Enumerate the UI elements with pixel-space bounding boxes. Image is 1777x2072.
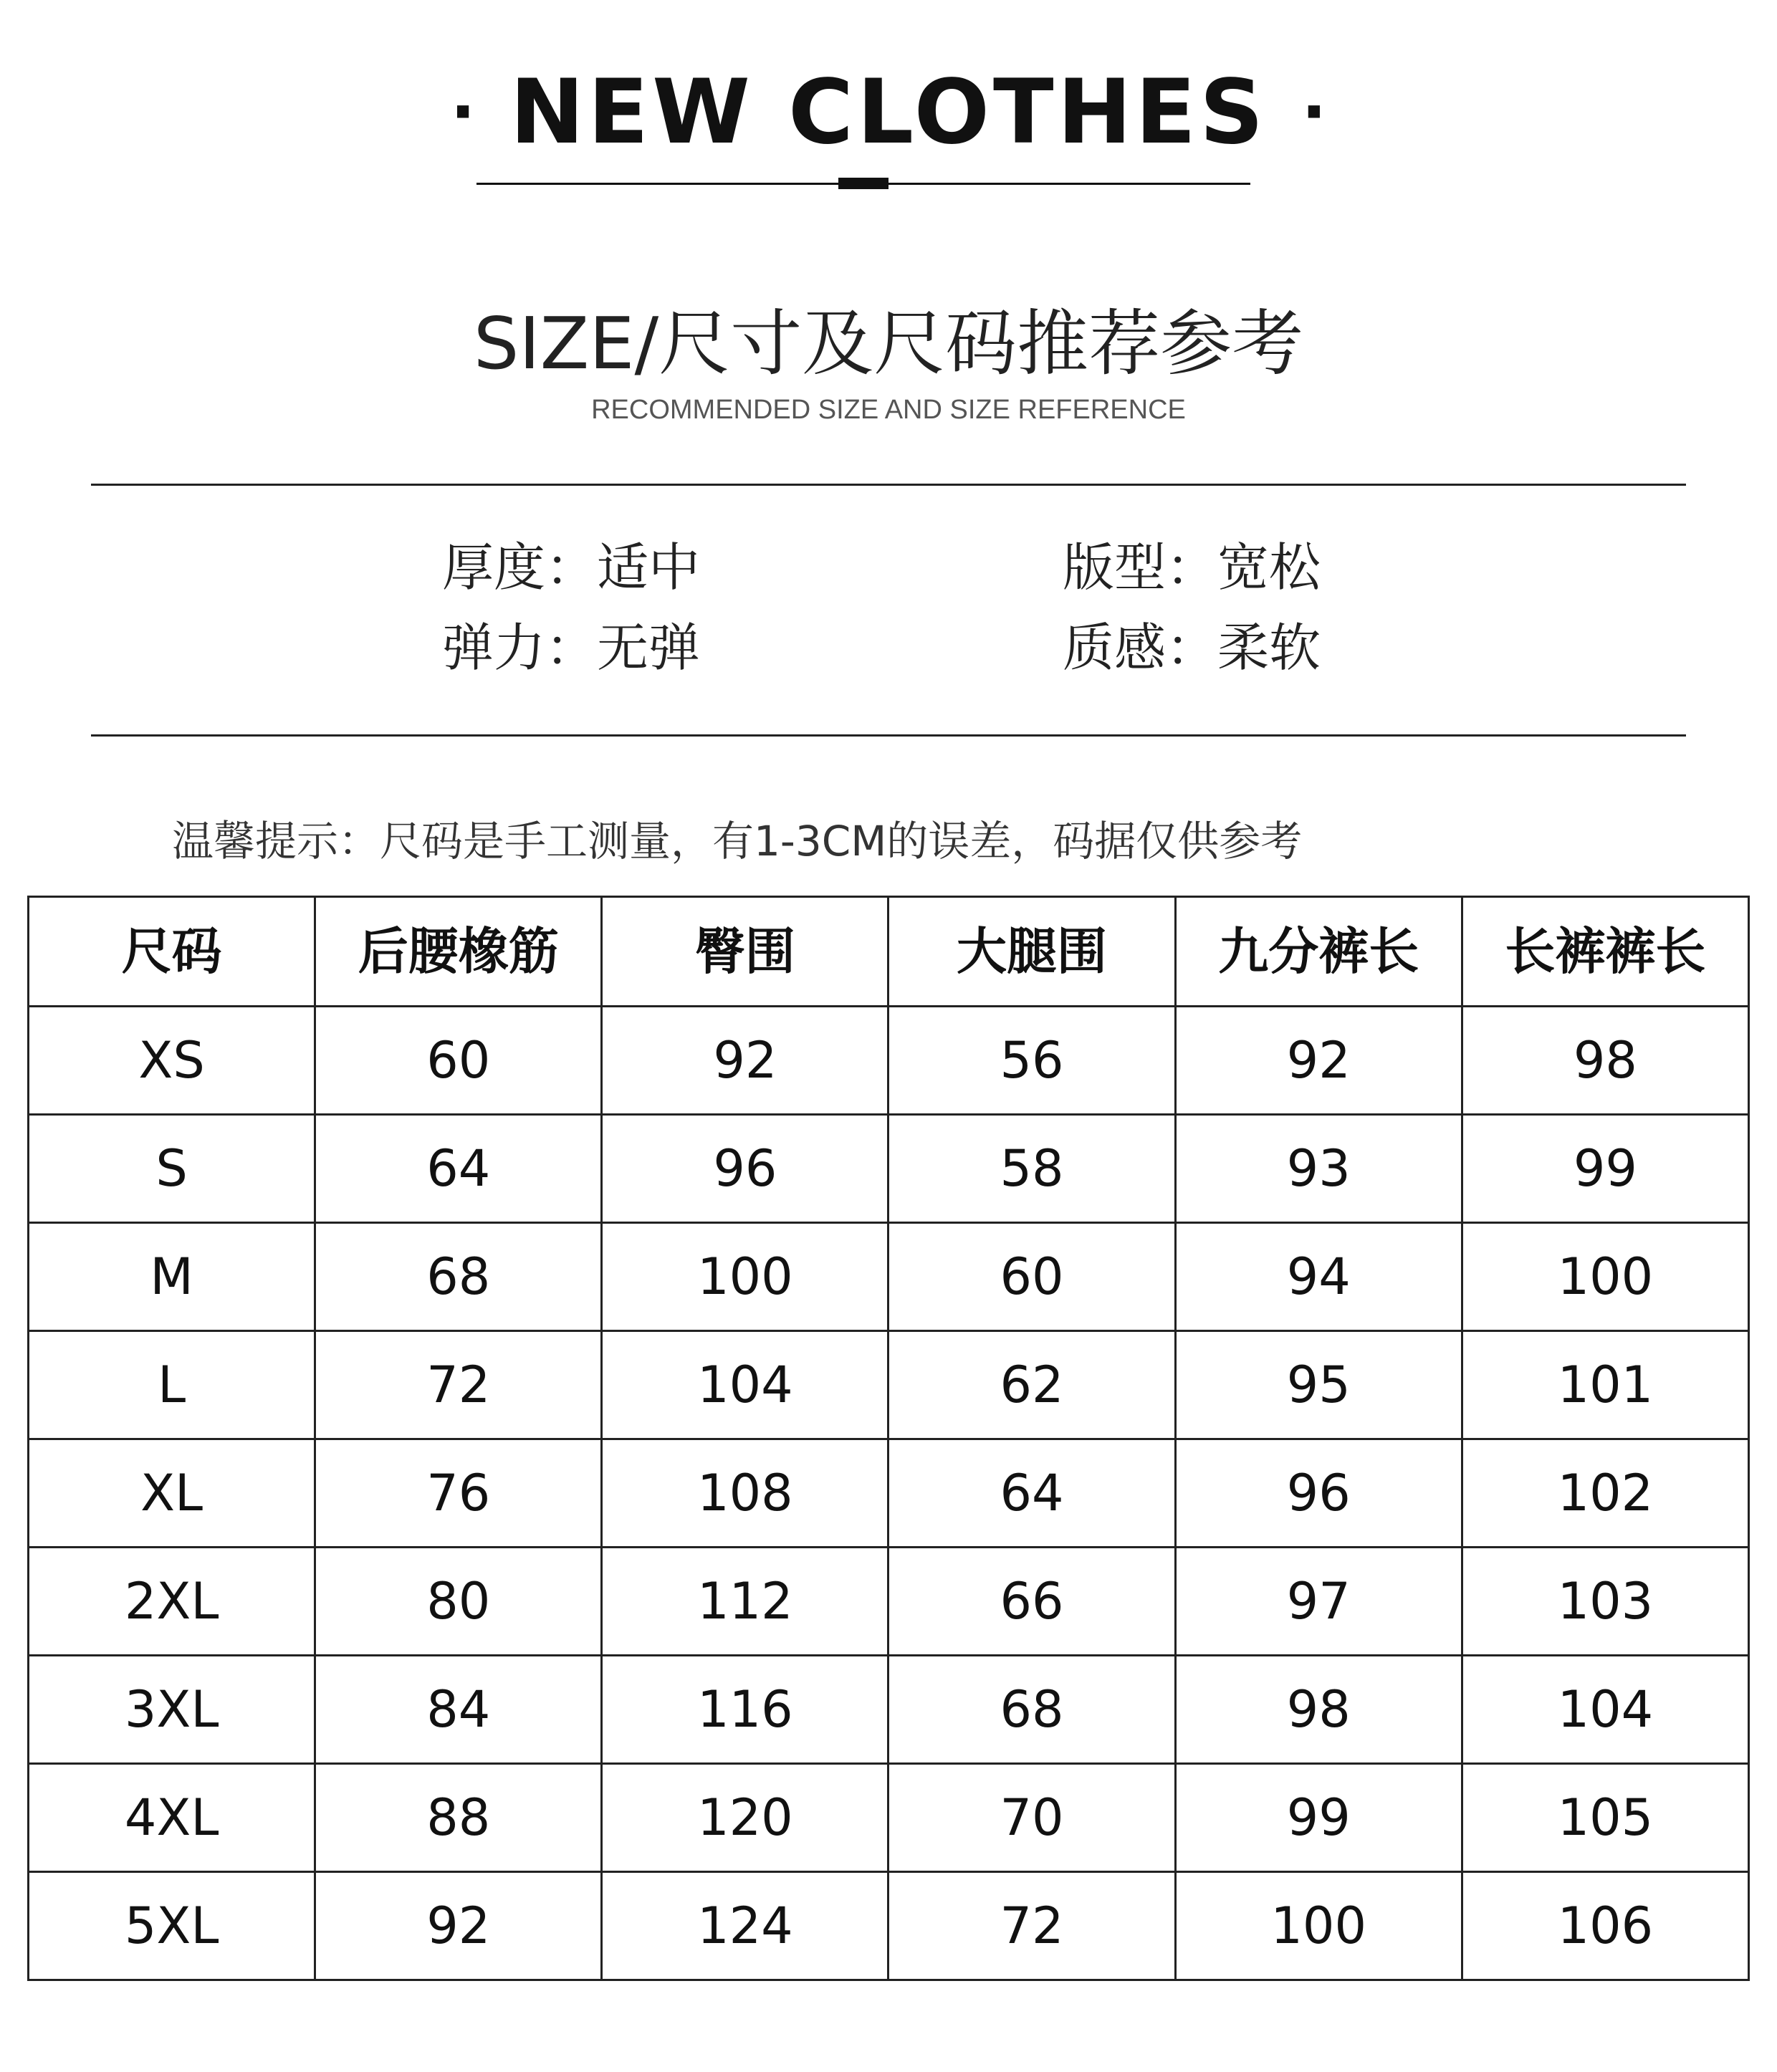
table-row (29, 1872, 1749, 1980)
table-row (29, 1007, 1749, 1115)
brand-dot-left: · (450, 74, 476, 150)
header-size: 尺码 (29, 897, 315, 1007)
cell-thigh: 58 (888, 1115, 1175, 1223)
cell-size: 5XL (29, 1872, 315, 1980)
cell-cropped-length: 96 (1175, 1439, 1462, 1548)
cell-hip: 116 (602, 1656, 888, 1764)
cell-thigh: 64 (888, 1439, 1175, 1548)
header-thigh: 大腿围 (888, 897, 1175, 1007)
header-cropped-length: 九分裤长 (1175, 897, 1462, 1007)
cell-cropped-length: 92 (1175, 1007, 1462, 1115)
header-hip: 臀围 (602, 897, 888, 1007)
cell-cropped-length: 100 (1175, 1872, 1462, 1980)
table-row (29, 1115, 1749, 1223)
cell-thigh: 72 (888, 1872, 1175, 1980)
attribute-fit: 版型：宽松 (1063, 537, 1321, 598)
cell-cropped-length: 97 (1175, 1548, 1462, 1656)
cell-cropped-length: 98 (1175, 1656, 1462, 1764)
cell-hip: 104 (602, 1331, 888, 1439)
divider-top (91, 484, 1686, 486)
cell-size: 4XL (29, 1764, 315, 1872)
cell-full-length: 99 (1462, 1115, 1748, 1223)
table-row (29, 1331, 1749, 1439)
cell-waist: 60 (315, 1007, 602, 1115)
cell-hip: 108 (602, 1439, 888, 1548)
cell-waist: 84 (315, 1656, 602, 1764)
table-row (29, 1656, 1749, 1764)
header-full-length: 长裤裤长 (1462, 897, 1748, 1007)
cell-full-length: 102 (1462, 1439, 1748, 1548)
cell-full-length: 101 (1462, 1331, 1748, 1439)
brand-header (0, 61, 1777, 164)
cell-hip: 100 (602, 1223, 888, 1331)
divider-bottom (91, 734, 1686, 737)
cell-thigh: 60 (888, 1223, 1175, 1331)
cell-size: 2XL (29, 1548, 315, 1656)
cell-cropped-length: 95 (1175, 1331, 1462, 1439)
attribute-texture: 质感：柔软 (1063, 618, 1321, 678)
cell-full-length: 103 (1462, 1548, 1748, 1656)
cell-size: M (29, 1223, 315, 1331)
table-row (29, 1548, 1749, 1656)
cell-thigh: 62 (888, 1331, 1175, 1439)
measurement-tip: 温馨提示：尺码是手工测量，有1-3CM的误差，码据仅供参考 (172, 817, 1303, 865)
size-table-body (29, 1007, 1749, 1980)
cell-full-length: 98 (1462, 1007, 1748, 1115)
cell-hip: 120 (602, 1764, 888, 1872)
cell-hip: 96 (602, 1115, 888, 1223)
cell-waist: 88 (315, 1764, 602, 1872)
table-header-row (29, 897, 1749, 1007)
cell-waist: 80 (315, 1548, 602, 1656)
cell-cropped-length: 94 (1175, 1223, 1462, 1331)
cell-hip: 124 (602, 1872, 888, 1980)
cell-full-length: 104 (1462, 1656, 1748, 1764)
header-waist: 后腰橡筋 (315, 897, 602, 1007)
attribute-stretch: 弹力：无弹 (442, 618, 701, 678)
cell-full-length: 105 (1462, 1764, 1748, 1872)
cell-waist: 64 (315, 1115, 602, 1223)
cell-thigh: 66 (888, 1548, 1175, 1656)
cell-thigh: 70 (888, 1764, 1175, 1872)
cell-size: L (29, 1331, 315, 1439)
brand-dot-right: · (1301, 74, 1327, 150)
section-subtitle: RECOMMENDED SIZE AND SIZE REFERENCE (591, 395, 1186, 425)
cell-size: XL (29, 1439, 315, 1548)
cell-waist: 72 (315, 1331, 602, 1439)
cell-cropped-length: 99 (1175, 1764, 1462, 1872)
size-table (27, 896, 1750, 1981)
cell-size: S (29, 1115, 315, 1223)
brand-name: NEW CLOTHES (509, 61, 1268, 164)
cell-waist: 92 (315, 1872, 602, 1980)
cell-thigh: 56 (888, 1007, 1175, 1115)
brand-underline-accent (838, 178, 888, 189)
cell-waist: 68 (315, 1223, 602, 1331)
cell-cropped-length: 93 (1175, 1115, 1462, 1223)
table-row (29, 1764, 1749, 1872)
table-row (29, 1439, 1749, 1548)
cell-waist: 76 (315, 1439, 602, 1548)
cell-size: XS (29, 1007, 315, 1115)
cell-full-length: 100 (1462, 1223, 1748, 1331)
section-title: SIZE/尺寸及尺码推荐参考 (473, 302, 1304, 385)
table-row (29, 1223, 1749, 1331)
attribute-thickness: 厚度：适中 (442, 537, 701, 598)
cell-thigh: 68 (888, 1656, 1175, 1764)
cell-size: 3XL (29, 1656, 315, 1764)
cell-hip: 92 (602, 1007, 888, 1115)
cell-full-length: 106 (1462, 1872, 1748, 1980)
cell-hip: 112 (602, 1548, 888, 1656)
